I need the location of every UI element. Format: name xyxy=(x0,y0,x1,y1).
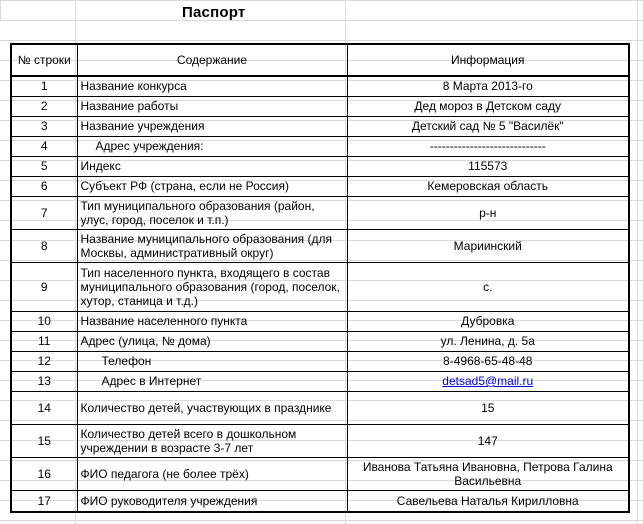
column-gridline xyxy=(637,0,638,524)
cell-information[interactable]: Савельева Наталья Кирилловна xyxy=(347,490,629,512)
cell-row-number[interactable]: 13 xyxy=(11,371,77,391)
cell-row-number[interactable]: 15 xyxy=(11,424,77,457)
table-row xyxy=(11,457,629,490)
cell-row-number[interactable]: 7 xyxy=(11,196,77,229)
cell-content[interactable]: ФИО руководителя учреждения xyxy=(77,490,347,512)
cell-content[interactable]: Название учреждения xyxy=(77,116,347,136)
cell-content[interactable]: Адрес (улица, № дома) xyxy=(77,331,347,351)
table-row xyxy=(11,490,629,512)
cell-row-number[interactable]: 1 xyxy=(11,76,77,96)
cell-information[interactable]: Мариинский xyxy=(347,229,629,262)
header-content[interactable]: Содержание xyxy=(77,44,347,76)
table-row xyxy=(11,96,629,116)
table-row xyxy=(11,196,629,229)
table-row xyxy=(11,176,629,196)
table-row xyxy=(11,136,629,156)
cell-content[interactable]: Телефон xyxy=(77,351,347,371)
table-row xyxy=(11,311,629,331)
cell-content[interactable]: Название населенного пункта xyxy=(77,311,347,331)
cell-content[interactable]: Название конкурса xyxy=(77,76,347,96)
table-header-row xyxy=(11,44,629,76)
page-title: Паспорт xyxy=(182,4,246,21)
cell-information[interactable]: 8-4968-65-48-48 xyxy=(347,351,629,371)
cell-row-number[interactable]: 8 xyxy=(11,229,77,262)
table-row xyxy=(11,156,629,176)
cell-information[interactable]: р-н xyxy=(347,196,629,229)
cell-row-number[interactable]: 5 xyxy=(11,156,77,176)
cell-information[interactable]: ул. Ленина, д. 5а xyxy=(347,331,629,351)
passport-table xyxy=(10,43,630,513)
cell-content[interactable]: Количество детей, участвующих в празднике xyxy=(77,391,347,424)
cell-content[interactable]: Название работы xyxy=(77,96,347,116)
cell-content[interactable]: Количество детей всего в дошкольном учреждении в возрасте 3-7 лет xyxy=(77,424,347,457)
cell-information[interactable] xyxy=(347,371,629,391)
cell-row-number[interactable]: 4 xyxy=(11,136,77,156)
table-row xyxy=(11,229,629,262)
cell-row-number[interactable]: 6 xyxy=(11,176,77,196)
cell-content[interactable]: Адрес в Интернет xyxy=(77,371,347,391)
cell-information[interactable]: 115573 xyxy=(347,156,629,176)
cell-row-number[interactable]: 17 xyxy=(11,490,77,512)
cell-row-number[interactable]: 9 xyxy=(11,262,77,311)
cell-content[interactable]: Адрес учреждения: xyxy=(77,136,347,156)
cell-information[interactable]: ----------------------------- xyxy=(347,136,629,156)
table-row xyxy=(11,371,629,391)
table-row xyxy=(11,331,629,351)
table-row xyxy=(11,116,629,136)
table-row xyxy=(11,424,629,457)
table-row xyxy=(11,351,629,371)
email-link[interactable]: detsad5@mail.ru xyxy=(442,374,534,388)
cell-content[interactable]: Тип муниципального образования (район, улус, город, поселок и т.п.) xyxy=(77,196,347,229)
cell-row-number[interactable]: 10 xyxy=(11,311,77,331)
header-row-number[interactable]: № строки xyxy=(11,44,77,76)
header-information[interactable]: Информация xyxy=(347,44,629,76)
cell-row-number[interactable]: 3 xyxy=(11,116,77,136)
cell-information[interactable]: Иванова Татьяна Ивановна, Петрова Галина Васильевна xyxy=(347,457,629,490)
cell-information[interactable]: 15 xyxy=(347,391,629,424)
cell-information[interactable]: Детский сад № 5 "Василёк" xyxy=(347,116,629,136)
cell-content[interactable]: Индекс xyxy=(77,156,347,176)
cell-content[interactable]: Субъект РФ (страна, если не Россия) xyxy=(77,176,347,196)
table-row xyxy=(11,76,629,96)
cell-information[interactable]: 8 Марта 2013-го xyxy=(347,76,629,96)
cell-information[interactable]: Дубровка xyxy=(347,311,629,331)
cell-row-number[interactable]: 16 xyxy=(11,457,77,490)
cell-information[interactable]: Кемеровская область xyxy=(347,176,629,196)
cell-content[interactable]: Тип населенного пункта, входящего в состав муниципального образования (город, поселок, хутор, станица и т.д.) xyxy=(77,262,347,311)
cell-row-number[interactable]: 12 xyxy=(11,351,77,371)
table-row xyxy=(11,262,629,311)
cell-content[interactable]: ФИО педагога (не более трёх) xyxy=(77,457,347,490)
cell-row-number[interactable]: 11 xyxy=(11,331,77,351)
table-row xyxy=(11,391,629,424)
cell-information[interactable]: Дед мороз в Детском саду xyxy=(347,96,629,116)
cell-information[interactable]: с. xyxy=(347,262,629,311)
cell-row-number[interactable]: 2 xyxy=(11,96,77,116)
cell-content[interactable]: Название муниципального образования (для Москвы, административный округ) xyxy=(77,229,347,262)
cell-information[interactable]: 147 xyxy=(347,424,629,457)
cell-row-number[interactable]: 14 xyxy=(11,391,77,424)
